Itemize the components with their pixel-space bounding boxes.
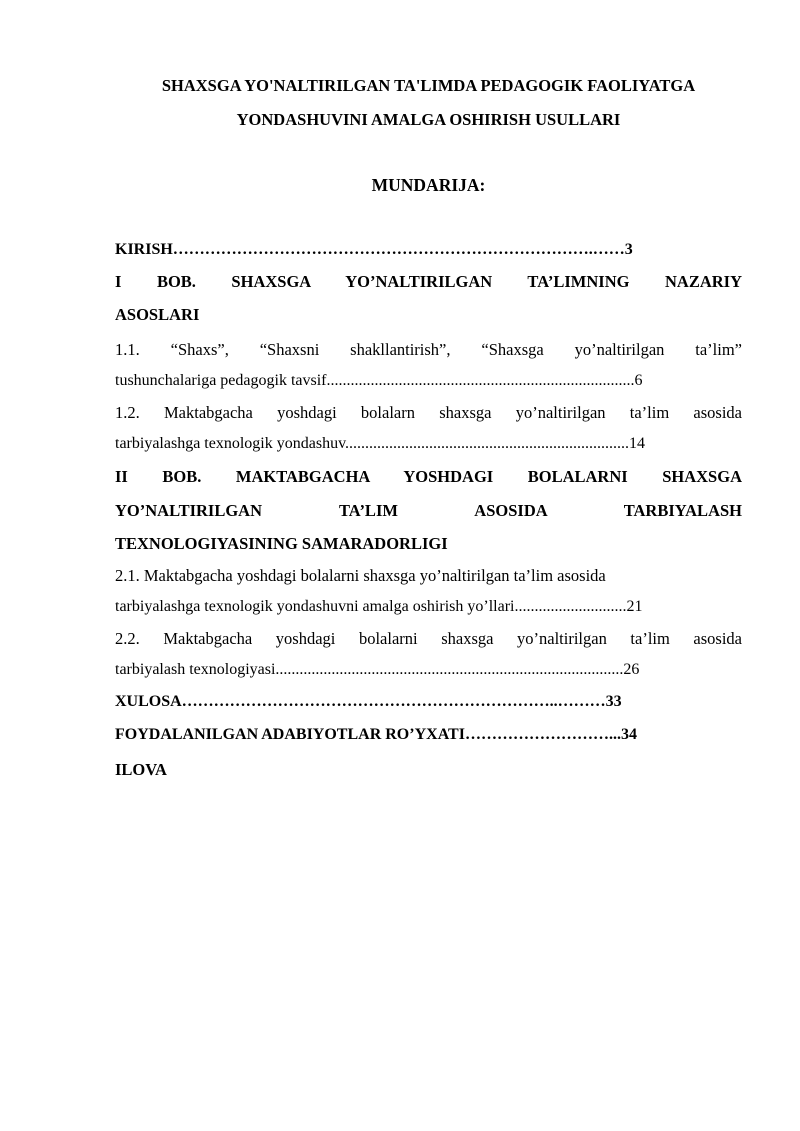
toc-entry-adabiyotlar: FOYDALANILGAN ADABIYOTLAR RO’YXATI………………………...34 — [115, 726, 637, 743]
toc-entry-ilova: ILOVA — [115, 760, 167, 779]
toc-chapter-2-line-3: TEXNOLOGIYASINING SAMARADORLIGI — [115, 534, 448, 553]
toc-chapter-2-line-1: II BOB. MAKTABGACHA YOSHDAGI BOLALARNI SHAXSGA — [115, 467, 742, 486]
toc-section-2-2-line-1: 2.2. Maktabgacha yoshdagi bolalarni shaxsga yo’naltirilgan ta’lim asosida — [115, 629, 742, 648]
toc-section-2-1-line-1: 2.1. Maktabgacha yoshdagi bolalarni shaxsga yo’naltirilgan ta’lim asosida — [115, 566, 606, 585]
document-title-line-2: YONDASHUVINI AMALGA OSHIRISH USULLARI — [236, 110, 621, 129]
toc-section-1-2-line-1: 1.2. Maktabgacha yoshdagi bolalarn shaxsga yo’naltirilgan ta’lim asosida — [115, 403, 742, 422]
toc-section-2-1-line-2: tarbiyalashga texnologik yondashuvni amalga oshirish yo’llari............................21 — [115, 598, 643, 615]
toc-section-2-2-line-2: tarbiyalash texnologiyasi.......................................................................................26 — [115, 661, 640, 678]
document-title-line-1: SHAXSGA YO'NALTIRILGAN TA'LIMDA PEDAGOGIK FAOLIYATGA — [161, 76, 696, 95]
toc-entry-kirish: KIRISH…………………………………………………………………….……3 — [115, 241, 633, 258]
toc-section-1-1-line-2: tushunchalariga pedagogik tavsif.............................................................................6 — [115, 372, 643, 389]
toc-heading: MUNDARIJA: — [371, 175, 486, 195]
toc-chapter-2-line-2: YO’NALTIRILGAN TA’LIM ASOSIDA TARBIYALASH — [115, 501, 742, 520]
toc-section-1-1-line-1: 1.1. “Shaxs”, “Shaxsni shakllantirish”, “Shaxsga yo’naltirilgan ta’lim” — [115, 340, 742, 359]
toc-section-1-2-line-2: tarbiyalashga texnologik yondashuv.......................................................................14 — [115, 435, 646, 452]
toc-chapter-1-line-2: ASOSLARI — [115, 305, 200, 324]
toc-entry-xulosa: XULOSA……………………………………………………………..………33 — [115, 693, 622, 710]
toc-chapter-1-line-1: I BOB. SHAXSGA YO’NALTIRILGAN TA’LIMNING NAZARIY — [115, 272, 742, 291]
